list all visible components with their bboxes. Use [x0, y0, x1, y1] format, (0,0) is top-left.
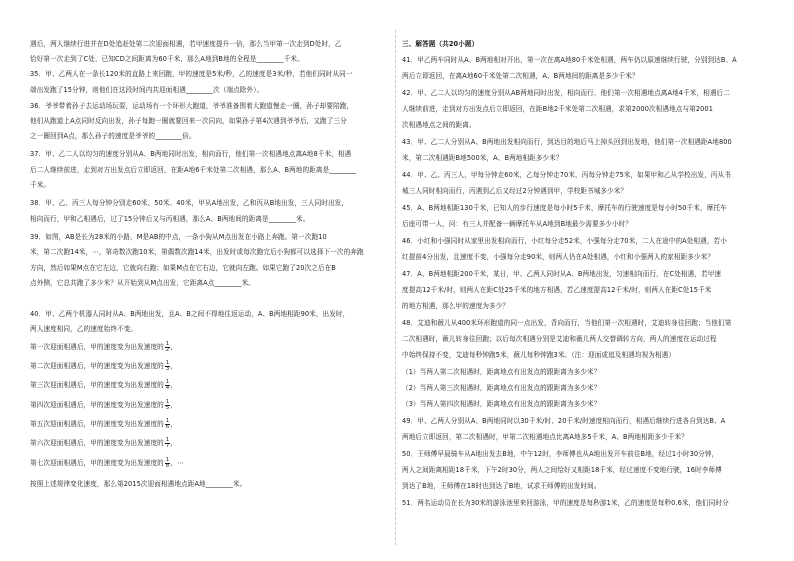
text-line: 42．甲、乙二人以均匀的速度分别从AB两地同时出发，相向而行，他们第一次相遇地点离A地4千米，相遇后二 — [402, 89, 730, 97]
text-line: 的地方相遇，那么甲的速度为多少？ — [402, 302, 510, 310]
text-line: 之一圈回到A点，那么孙子的速度是爷爷的________倍。 — [30, 132, 196, 140]
text-line: 49．甲、乙两人分别从A、B两地同时以30千米/时、20千米/时速度相向而行，相遇后继续行进各自到达B、A — [402, 417, 726, 425]
fraction: $\frac{1}{6}$ — [165, 417, 170, 430]
text-line: 到达了B地，王师傅在18时也到达了B地，试求王师傅的出发时间。 — [402, 482, 601, 490]
text-line: 点外侧，它总共跑了多少米？从开始到从M点出发，它距离A点________米。 — [30, 279, 255, 287]
text-line: 次相遇地点之间的距离。 — [402, 121, 476, 129]
text-line: 47．A、B两地相距200千米，某日，甲、乙两人同时从A、B两地出发，匀速相向而行，在C处相遇，若甲速 — [402, 270, 722, 278]
text-line: 39．如图，AB是长为28米的小路，M是AB的中点，一条小狗从M点出发在小路上奔跑。第一次跑10 — [30, 233, 327, 241]
text-line: 50．王师傅早晨骑车从A地出发去B地，中午12时，李师傅也从A地出发开车前往B地，经过1小时30分钟， — [402, 450, 719, 458]
text-line: 38．甲、乙、丙三人每分钟分别走60米、50米、40米，甲从A地出发，乙和丙从B地出发，三人同时出发， — [30, 199, 349, 207]
text-line: 48．艾迪和薇儿从400米环形跑道的同一点出发，背向而行，当他们第一次相遇时，艾迪转身往回跑；当他们第 — [402, 319, 732, 327]
speed-rule-line: 第二次迎面相遇后，甲的速度变为出发速度的 $\frac{1}{3}$ ， — [30, 359, 177, 372]
text-line: 两地后立即返回，第二次相遇时，甲第二次相遇地点比离A地多5千米，A、B两地相距多少千米？ — [402, 433, 688, 441]
text-line: 35．甲、乙两人在一条长120米的直路上来回跑，甲的速度是5米/秒，乙的速度是3米/秒，若他们同时从同一 — [30, 70, 353, 78]
text-line: 中始终保持不变，艾迪每秒钟跑5米，薇儿每秒钟跑3米。（注：迎面或追及相遇均视为相遇） — [402, 351, 676, 359]
speed-rule-line: 第一次迎面相遇后，甲的速度变为出发速度的 $\frac{1}{2}$ ， — [30, 340, 177, 353]
speed-rule-line: 第三次迎面相遇后，甲的速度变为出发速度的 $\frac{1}{4}$ ， — [30, 378, 177, 391]
text-line: 36．爷爷带着孙子去运动场玩耍，运动场有一个环形大跑道，爷爷准备围着大跑道慢走一圈，孙子却要陪跑， — [30, 102, 354, 110]
fraction: $\frac{1}{4}$ — [165, 378, 170, 391]
text-line: 37．甲、乙二人以均匀的速度分别从A、B两地同时出发，相向而行，他们第一次相遇地点离A地8千米，相遇 — [30, 150, 352, 158]
speed-rule-line: 第五次迎面相遇后，甲的速度变为出发速度的 $\frac{1}{6}$ ， — [30, 417, 177, 430]
text-line: 40．甲、乙两个机器人同时从A、B两地出发，且A、B之间不得地往返运动，A、B两地相距90米，出发时， — [30, 310, 350, 318]
text-line: 44．甲、乙、丙三人，甲每分钟走60米，乙每分钟走70米，丙每分钟走75米，如果甲和乙从学校出发，丙从书 — [402, 171, 731, 179]
text-line: 两人之间距离相距18千米，下午2时30分，两人之间恰好又相距18千米，经过速度不变地行驶，16时李师傅 — [402, 466, 722, 474]
column-divider — [395, 30, 396, 545]
text-line: 43．甲、乙二人分别从A、B两地出发相向而行，到达目的地后马上掉头回到出发地，他们第一次相遇距A地800 — [402, 138, 732, 146]
text-line: 米，第二次跑14米，⋯，第奇数次跑10米，第偶数次跑14米，出发时或每次跑完后小狗都可以选择下一次的奔跑 — [30, 248, 364, 256]
text-line: 两人速度相同，乙的速度始终不变。 — [30, 325, 138, 333]
fraction: $\frac{1}{3}$ — [165, 359, 170, 372]
text-line: 二次相遇时，薇儿转身往回跑；以后每次相遇分别是艾迪和薇儿两人交替调转方向，两人的速度在运动过程 — [402, 335, 717, 343]
text-line: 46．小红和小强同时从家里出发相向而行，小红每分走52米，小强每分走70米，二人在途中的A处相遇，若小 — [402, 237, 727, 245]
text-line: （1）当两人第二次相遇时，距离地点有出发点的跟距离为多少米？ — [402, 368, 601, 376]
text-line: 后二人继续前进，走到对方出发点后立即返回，在距A地6千米处第二次相遇，那么A、B两地的距离是________ — [30, 166, 357, 174]
speed-rule-line: 第四次迎面相遇后，甲的速度变为出发速度的 $\frac{1}{5}$ ， — [30, 398, 177, 411]
text-line: 端出发跑了15分钟，则他们在这段时间内共迎面相遇________次（端点除外）。 — [30, 86, 264, 94]
text-line: 遇后，两人继续行进并在D处追赶处第二次迎面相遇，若甲速度提升一倍，那么当甲第一次走到D处时，乙 — [30, 40, 342, 48]
text-line: 两后立即返回，在离A地60千米处第二次相遇，A、B两地间的距离是多少千米？ — [402, 72, 639, 80]
text-line: 度提高12千米/时，则两人在距C处25千米的地方相遇，若乙速度提高12千米/时，则两人在距C处15千米 — [402, 286, 712, 294]
fraction: $\frac{1}{8}$ — [165, 456, 170, 469]
section-heading: 三、解答题（共20小题） — [402, 40, 479, 48]
text-line: 45．A、B两地相距130千米，已知人的步行速度是每小时5千米，摩托车的行驶速度是每小时50千米，摩托车 — [402, 204, 727, 212]
text-line: （2）当两人第三次相遇时，距离地点有出发点的跟距离为多少米？ — [402, 384, 601, 392]
text-line: 他们从跑道上A点同时反向出发，孙子每跑一圈就要回来一次同向，如果孙子第4次遇到爷爷后，又跑了三分 — [30, 117, 347, 125]
text-line: 人继续前进，走到对方出发点后立即返回，在距B地2千米处第二次相遇，求第2000次相遇地点与第2001 — [402, 105, 714, 113]
fraction: $\frac{1}{7}$ — [165, 436, 170, 449]
text-line: （3）当两人第四次相遇时，距离地点有出发点的跟距离为多少米？ — [402, 400, 601, 408]
speed-rule-line: 第七次迎面相遇后，甲的速度变为出发速度的 $\frac{1}{8}$ ，⋯ — [30, 456, 184, 469]
text-line: 千米。 — [30, 181, 51, 189]
text-line: 后座可带一人，问：有三人并配备一辆摩托车从A地到B地最少需要多少小时？ — [402, 220, 633, 228]
text-line: 51．两名运动员在长为30米的游泳池里来回游泳，甲的速度是每秒游1米，乙的速度是每秒0.6米，他们同时分 — [402, 499, 729, 507]
text-line: 41．甲乙两车同时从A、B两地相对开出，第一次在离A地80千米处相遇，两车仍以原速继续行驶，分别到达B、A — [402, 56, 737, 64]
text-line: 恰好第一次走到了C处，已知CD之间距离为60千米，那么A地到B地的全程是________千米。 — [30, 55, 304, 63]
text-line: 相向而行，甲和乙相遇后，过了15分钟后又与丙相遇，那么A、B两地间的距离是________米。 — [30, 215, 310, 223]
text-line: 按照上述规律变化速度，那么第2015次迎面相遇地点距A地________米。 — [30, 480, 247, 488]
fraction: $\frac{1}{2}$ — [165, 340, 170, 353]
text-line: 城三人同时相向而行，丙遇到乙后又经过2分钟遇到甲，学校距书城多少米？ — [402, 187, 628, 195]
text-line: 红提前4分出发，且速度不变，小强每分走90米，则两人仍在A处相遇，小红和小强两人的家相距多少米？ — [402, 253, 715, 261]
text-line: 方向，然后如果M点在它左边，它就向右跑；如果M点在它右边，它就向左跑。如果它跑了20次之后在B — [30, 264, 336, 272]
fraction: $\frac{1}{5}$ — [165, 398, 170, 411]
text-line: 米，第二次相遇距B地500米，A、B两地相距多少米？ — [402, 154, 563, 162]
speed-rule-line: 第六次迎面相遇后，甲的速度变为出发速度的 $\frac{1}{7}$ ， — [30, 436, 177, 449]
